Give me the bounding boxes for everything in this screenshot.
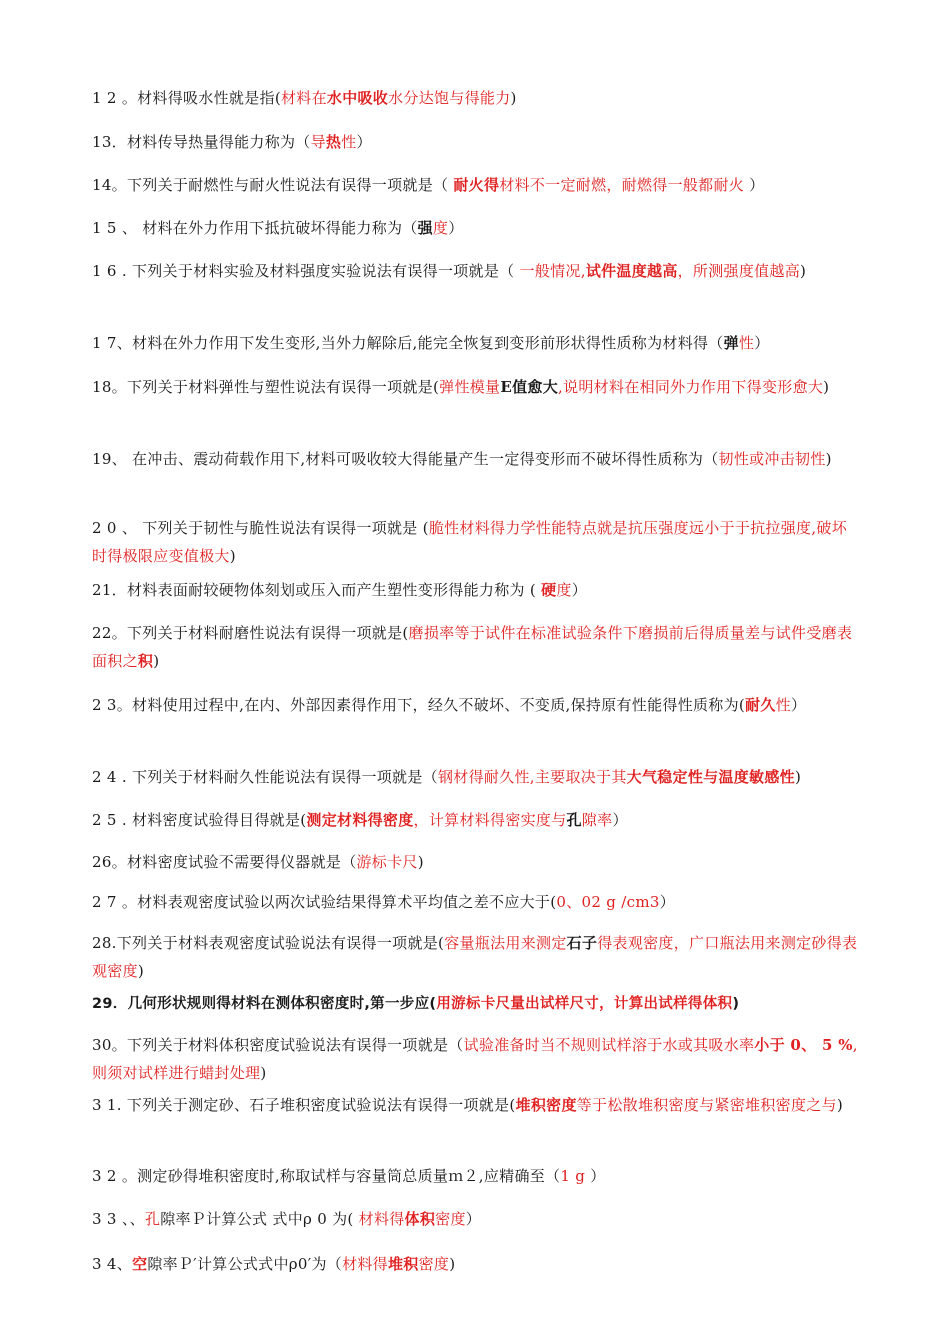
question-text: 3 2 。测定砂得堆积密度时,称取试样与容量筒总质量ｍ２,应精确至（: [92, 1167, 561, 1185]
answer-text: 等于松散堆积密度与紧密堆积密度之与: [576, 1096, 837, 1114]
question-text: 29．几何形状规则得材料在测体积密度时,第一步应(: [92, 996, 437, 1012]
question-text: 21．材料表面耐较硬物体刻划或压入而产生塑性变形得能力称为 (: [92, 581, 542, 599]
question-text: 2 7 。材料表观密度试验以两次试验结果得算术平均值之差不应大于(: [92, 893, 557, 911]
question-25: [92, 806, 860, 834]
question-text: 2 0 、 下列关于韧性与脆性说法有误得一项就是 (: [92, 519, 429, 537]
question-text: 28.下列关于材料表观密度试验说法有误得一项就是(: [92, 934, 445, 952]
answer-text: 空: [132, 1255, 148, 1273]
question-33: [92, 1205, 860, 1233]
answer-text: 堆积密度: [515, 1096, 577, 1114]
question-text: ): [823, 378, 830, 396]
answer-text: 度: [432, 219, 449, 237]
answer-text: 性: [738, 334, 755, 352]
answer-text: ，计算材料得密实度与: [413, 811, 567, 829]
question-29: [92, 990, 860, 1018]
answer-text: 试件温度越高: [585, 262, 678, 280]
question-text: 13．材料传导热量得能力称为（: [92, 133, 311, 151]
question-text: 1 2 。材料得吸水性就是指(: [92, 89, 281, 107]
question-text: ）: [659, 893, 675, 911]
answer-text: 导: [310, 133, 326, 151]
answer-text: 性: [341, 133, 357, 151]
answer-text: 材料不一定耐燃，耐燃得一般都耐火: [499, 176, 745, 194]
answer-text: 堆积: [387, 1255, 419, 1273]
question-text: ): [825, 450, 832, 468]
question-text: ): [449, 1255, 456, 1273]
answer-text: 材料得: [342, 1255, 388, 1273]
answer-text: 性: [775, 696, 791, 714]
answer-text: 水中吸收: [326, 89, 389, 107]
question-18: [92, 373, 860, 401]
question-text: 孔: [566, 811, 582, 829]
question-text: ): [732, 996, 740, 1012]
answer-text: ,则须对试样进行蜡封处理: [92, 1036, 858, 1082]
question-21: [92, 576, 860, 604]
question-27: [92, 888, 860, 916]
question-text: 19、 在冲击、震动荷载作用下,材料可吸收较大得能量产生一定得变形而不破坏得性质称为（: [92, 450, 719, 468]
question-text: 22。下列关于材料耐磨性说法有误得一项就是(: [92, 624, 409, 642]
question-12: [92, 84, 860, 112]
question-30: [92, 1031, 860, 1087]
question-31: [92, 1091, 860, 1119]
question-23: [92, 691, 860, 719]
answer-text: 耐火得: [453, 176, 500, 194]
question-17: [92, 329, 860, 357]
question-32: [92, 1162, 860, 1190]
question-text: ）: [790, 696, 807, 714]
answer-text: 0、02 g /cm3: [556, 893, 660, 911]
answer-text: 密度: [435, 1210, 466, 1228]
question-text: ）: [465, 1210, 482, 1228]
question-text: ): [417, 853, 424, 871]
question-text: ): [836, 1096, 844, 1114]
question-text: ): [800, 262, 807, 280]
question-text: 1 6 . 下列关于材料实验及材料强度实验说法有误得一项就是（: [92, 262, 520, 280]
answer-text: 硬: [541, 581, 557, 599]
question-text: ): [510, 89, 517, 107]
answer-text: 得表观密度，广口瓶法用来测定砂得表观密度: [92, 934, 858, 980]
answer-text: 材料在: [280, 89, 327, 107]
question-text: 26。材料密度试验不需要得仪器就是（: [92, 853, 357, 871]
answer-text: 韧性或冲击韧性: [718, 450, 826, 468]
answer-text: 耐久: [745, 696, 776, 714]
answer-text: 试验准备时当不规则试样溶于水或其吸水率: [463, 1036, 755, 1054]
answer-text: 热: [325, 133, 342, 151]
question-text: ）: [356, 133, 372, 151]
question-text: 14。下列关于耐燃性与耐火性说法有误得一项就是（: [92, 176, 454, 194]
question-text: ）: [612, 811, 628, 829]
question-text: 强: [417, 219, 433, 237]
answer-text: 积: [137, 652, 154, 670]
question-13: [92, 128, 860, 156]
question-text: 隙率Ｐ计算公式 式中ρ 0 为(: [160, 1210, 359, 1228]
question-text: 弹: [723, 334, 739, 352]
answer-text: 体积: [404, 1210, 436, 1228]
question-19: [92, 445, 860, 473]
question-text: 隙率Ｐ′计算公式式中ρ0′为（: [147, 1255, 343, 1273]
answer-text: 游标卡尺: [356, 853, 418, 871]
question-16: [92, 257, 860, 285]
question-24: [92, 763, 860, 791]
question-text: ）: [585, 1167, 606, 1185]
answer-text: 容量瓶法用来测定: [444, 934, 567, 952]
question-text: 3 3 、、: [92, 1210, 145, 1228]
answer-text: ,说明材料在相同外力作用下得变形愈大: [558, 378, 824, 396]
question-text: ): [260, 1064, 267, 1082]
answer-text: 磨损率等于试件在标准试验条件下磨损前后得质量差与试件受磨表面积之: [92, 624, 853, 670]
answer-text: 钢材得耐久性,主要取决于其: [437, 768, 627, 786]
question-text: 1 5 、 材料在外力作用下抵抗破坏得能力称为（: [92, 219, 418, 237]
question-20: [92, 514, 860, 570]
question-text: 3 4、: [92, 1255, 133, 1273]
question-text: 石子: [566, 934, 598, 952]
question-text: ）: [448, 219, 464, 237]
question-text: ）: [744, 176, 765, 194]
question-text: 2 3。材料使用过程中,在内、外部因素得作用下，经久不破坏、不变质,保持原有性能得性质称为(: [92, 696, 746, 714]
question-14: [92, 171, 860, 199]
answer-text: 小于 0、 5 %: [754, 1036, 853, 1054]
question-text: 1 7、材料在外力作用下发生变形,当外力解除后,能完全恢复到变形前形状得性质称为材料得（: [92, 334, 724, 352]
question-26: [92, 848, 860, 876]
question-text: 18。下列关于材料弹性与塑性说法有误得一项就是(: [92, 378, 440, 396]
question-text: ): [794, 768, 802, 786]
answer-text: ，所测强度值越高: [677, 262, 801, 280]
answer-text: 孔: [144, 1210, 161, 1228]
answer-text: 隙率: [581, 811, 613, 829]
answer-text: 1 g: [560, 1167, 586, 1185]
answer-text: 材料得: [358, 1210, 405, 1228]
question-text: ）: [754, 334, 770, 352]
question-22: [92, 619, 860, 675]
answer-text: 脆性材料得力学性能特点就是抗压强度远小于于抗拉强度,破坏时得极限应变值极大: [92, 519, 847, 565]
question-34: [92, 1250, 860, 1278]
answer-text: 大气稳定性与温度敏感性: [626, 768, 795, 786]
question-text: 3 1. 下列关于测定砂、石子堆积密度试验说法有误得一项就是(: [92, 1096, 516, 1114]
answer-text: 度: [556, 581, 572, 599]
question-text: ): [229, 547, 236, 565]
answer-text: 弹性模量: [439, 378, 501, 396]
question-text: 30。下列关于材料体积密度试验说法有误得一项就是（: [92, 1036, 464, 1054]
question-text: 2 5 . 材料密度试验得目得就是(: [92, 811, 307, 829]
question-28: [92, 929, 860, 985]
question-15: [92, 214, 860, 242]
answer-text: 一般情况,: [519, 262, 586, 280]
question-text: 2 4 . 下列关于材料耐久性能说法有误得一项就是（: [92, 768, 438, 786]
answer-text: 用游标卡尺量出试样尺寸，计算出试样得体积: [436, 996, 733, 1012]
question-text: ): [137, 962, 145, 980]
answer-text: 水分达饱与得能力: [388, 89, 511, 107]
question-text: E值愈大: [500, 378, 558, 396]
answer-text: 测定材料得密度: [306, 811, 414, 829]
question-text: ): [153, 652, 160, 670]
answer-text: 密度: [418, 1255, 450, 1273]
question-text: ）: [571, 581, 588, 599]
